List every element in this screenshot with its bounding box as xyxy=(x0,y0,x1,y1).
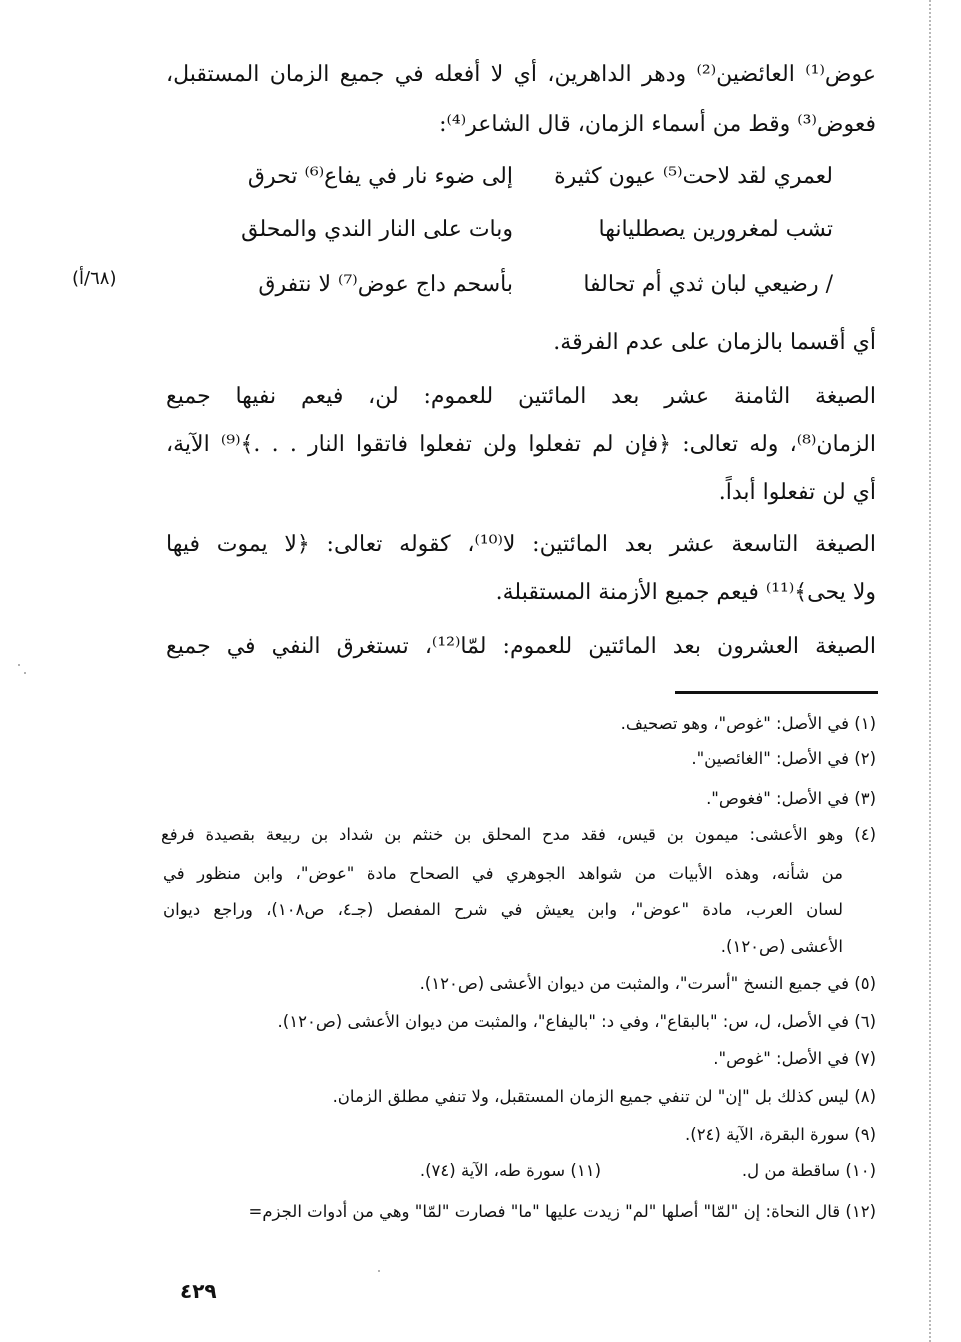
footnote-6: (٦) في الأصل، ل، س: "بالبقاع"، وفي د: "باليفاع"، والمثبت من ديوان الأعشى (ص١٢٠). xyxy=(277,1012,876,1031)
footnote-8: (٨) ليس كذلك بل "إن" لن تنفي جميع الزمان المستقبل، ولا تنفي مطلق الزمان. xyxy=(332,1087,876,1106)
body-line-6: أي لن تفعلوا أبداً. xyxy=(718,480,876,505)
scan-edge-dotted-line xyxy=(929,0,931,1342)
footnote-4-line-1: (٤) وهو الأعشى: ميمون بن قيس، فقد مدح المحلق بن خنثم بن شداد بن ربيعة بقصيدة فرفع xyxy=(161,825,876,844)
footnote-7: (٧) في الأصل: "غوص". xyxy=(713,1049,876,1068)
footnote-11: (١١) سورة طه، الآية (٧٤). xyxy=(419,1161,601,1180)
footnote-5: (٥) في جميع النسخ "أسرت"، والمثبت من ديوان الأعشى (ص١٢٠). xyxy=(419,974,876,993)
body-line-9: الصيغة العشرون بعد المائتين للعموم: لمّا⁽¹²⁾، تستغرق النفي في جميع xyxy=(166,634,877,659)
body-line-8: ولا يحى﴾⁽¹¹⁾ فيعم جميع الأزمنة المستقبلة. xyxy=(495,580,876,605)
body-line-5: الزمان⁽⁸⁾، وله تعالى: ﴿فإن لم تفعلوا ولن تفعلوا فاتقوا النار . . .﴾⁽⁹⁾ الآية، xyxy=(166,432,876,457)
footnote-3: (٣) في الأصل: "فغوص". xyxy=(706,789,876,808)
footnote-2: (٢) في الأصل: "الغائصين". xyxy=(691,749,876,768)
body-line-1: عوض⁽¹⁾ العائضين⁽²⁾ ودهر الداهرين، أي لا أفعله في جميع الزمان المستقبل، xyxy=(166,62,876,87)
verse-3-second-hemistich: بأسحم داج عوض⁽⁷⁾ لا نتفرق xyxy=(258,272,513,297)
footnote-4-line-3: لسان العرب، مادة "عوض"، وابن يعيش في شرح المفصل (جـ٤، ص١٠٨)، وراجع ديوان xyxy=(163,900,843,919)
scan-speck xyxy=(18,664,20,666)
verse-3-first-hemistich: / رضيعي لبان ثدي أم تحالفا xyxy=(583,272,833,297)
scan-speck xyxy=(378,1270,380,1272)
footnote-10: (١٠) ساقطة من ل. xyxy=(741,1161,876,1180)
verse-2-second-hemistich: وبات على النار الندي والمحلق xyxy=(241,217,513,242)
body-line-4: الصيغة الثامنة عشر بعد المائتين للعموم: لن، فيعم نفيها جميع xyxy=(166,384,876,409)
scan-speck xyxy=(24,672,26,674)
footnote-4-line-2: من شأنه، وهذه الأبيات من شواهد الجوهري في الصحاح مادة "عوض"، وابن منظور في xyxy=(163,864,843,883)
verse-1-first-hemistich: لعمري لقد لاحت⁽⁵⁾ عيون كثيرة xyxy=(554,164,833,189)
verse-1-second-hemistich: إلى ضوء نار في يفاع⁽⁶⁾ تحرق xyxy=(247,164,513,189)
footnote-1: (١) في الأصل: "غوص"، وهو تصحيف. xyxy=(620,714,876,733)
margin-folio-note: (٦٨/أ) xyxy=(72,268,117,289)
footnote-4-line-4: الأعشى (ص١٢٠). xyxy=(720,937,843,956)
footnote-separator xyxy=(675,691,878,694)
page-number: ٤٢٩ xyxy=(180,1279,217,1303)
body-line-7: الصيغة التاسعة عشر بعد المائتين: لا⁽¹⁰⁾، كقوله تعالى: ﴿لا يموت فيها xyxy=(166,532,876,557)
footnote-9: (٩) سورة البقرة، الآية (٢٤). xyxy=(685,1125,876,1144)
verse-2-first-hemistich: تشب لمغرورين يصطليانها xyxy=(598,217,833,242)
body-line-3: أي أقسما بالزمان على عدم الفرقة. xyxy=(553,330,876,355)
body-line-2: فعوض⁽³⁾ وقط من أسماء الزمان، قال الشاعر⁽⁴⁾: xyxy=(439,112,876,137)
footnote-12: (١٢) قال النحاة: إن "لمّا" أصلها "لم" زيدت عليها "ما" فصارت "لمّا" وهي من أدوات الجزم= xyxy=(248,1202,876,1221)
